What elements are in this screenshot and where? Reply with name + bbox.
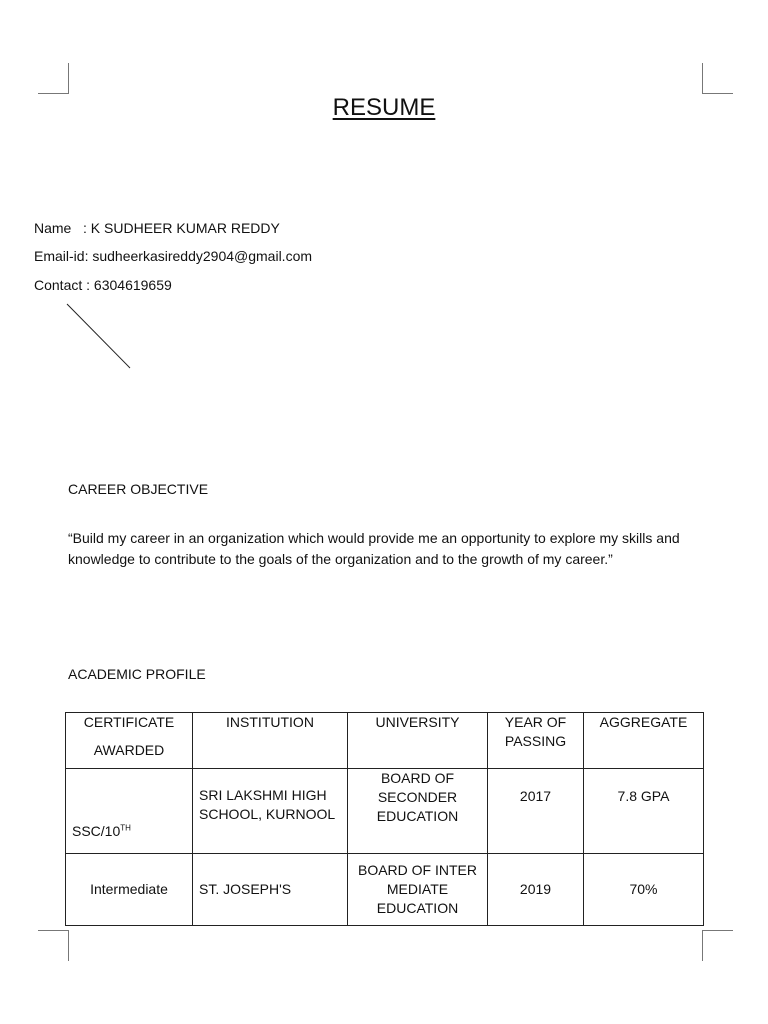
name-label: Name xyxy=(34,220,72,236)
contact-value: 6304619659 xyxy=(93,277,172,293)
header-certificate-line2: AWARDED xyxy=(93,742,165,758)
header-aggregate: AGGREGATE xyxy=(584,713,704,769)
diagonal-line-mark xyxy=(62,300,134,372)
cell-aggregate: 70% xyxy=(584,854,704,926)
table-row xyxy=(66,854,704,926)
table-header-row xyxy=(66,713,704,769)
certificate-superscript: TH xyxy=(120,823,131,833)
academic-profile-table xyxy=(65,712,704,926)
header-year: YEAR OF PASSING xyxy=(488,713,584,769)
cell-university: BOARD OF INTER MEDIATE EDUCATION xyxy=(348,854,488,926)
certificate-text: SSC/10 xyxy=(72,823,121,839)
page-corner-mark-bottom-right xyxy=(702,930,733,961)
page-corner-mark-bottom-left xyxy=(38,930,69,961)
cell-year: 2019 xyxy=(488,854,584,926)
page-corner-mark-top-left xyxy=(38,63,69,94)
header-certificate xyxy=(66,713,193,769)
cell-certificate: Intermediate xyxy=(66,854,193,926)
email-line xyxy=(34,248,312,264)
career-objective-text: “Build my career in an organization which would provide me an opportunity to explore my skills and knowledge to contribute to the goals of the organization and to the growth of my career.” xyxy=(68,530,680,567)
header-institution: INSTITUTION xyxy=(193,713,348,769)
name-line xyxy=(34,220,280,236)
career-objective-heading: CAREER OBJECTIVE xyxy=(68,481,209,497)
table-row xyxy=(66,769,704,854)
academic-profile-heading: ACADEMIC PROFILE xyxy=(68,666,206,682)
cell-year: 2017 xyxy=(488,769,584,854)
name-value: : K SUDHEER KUMAR REDDY xyxy=(83,220,280,236)
header-certificate-line1: CERTIFICATE xyxy=(83,714,175,730)
page-corner-mark-top-right xyxy=(702,63,733,94)
contact-label: Contact : xyxy=(34,277,91,293)
cell-university: BOARD OF SECONDER EDUCATION xyxy=(348,769,488,854)
cell-aggregate: 7.8 GPA xyxy=(584,769,704,854)
contact-line xyxy=(34,277,172,293)
cell-institution: ST. JOSEPH'S xyxy=(193,854,348,926)
email-value: sudheerkasireddy2904@gmail.com xyxy=(92,248,313,264)
cell-certificate xyxy=(66,769,193,854)
header-university: UNIVERSITY xyxy=(348,713,488,769)
resume-title: RESUME xyxy=(332,94,436,121)
cell-institution: SRI LAKSHMI HIGH SCHOOL, KURNOOL xyxy=(193,769,348,854)
email-label: Email-id: xyxy=(34,248,89,264)
